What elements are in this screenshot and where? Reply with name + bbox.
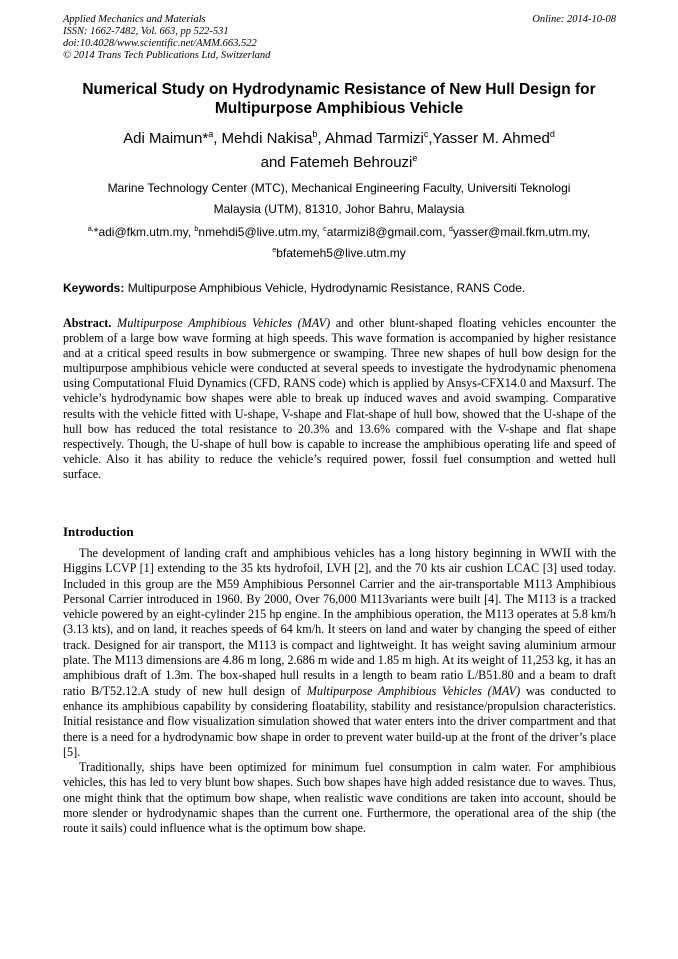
email-sup: d [448,224,453,233]
affiliation [40,178,638,220]
author-sup: c [423,129,429,139]
email-link[interactable]: atarmizi8@gmail.com, [326,225,449,239]
journal-name: Applied Mechanics and Materials [63,14,206,25]
affiliation-line-2: Malaysia (UTM), 81310, Johor Bahru, Malaysia [213,202,465,216]
email-link[interactable]: *adi@fkm.utm.my, [93,225,195,239]
keywords-text: Multipurpose Amphibious Vehicle, Hydrodynamic Resistance, RANS Code. [124,281,526,295]
copyright-line: © 2014 Trans Tech Publications Ltd, Switzerland [63,50,271,61]
author-sup: a [208,129,214,139]
affiliation-line-1: Marine Technology Center (MTC), Mechanical Engineering Faculty, Universiti Teknologi [107,181,571,195]
issn-line: ISSN: 1662-7482, Vol. 663, pp 522-531 [63,26,229,37]
author-name: Mehdi Nakisa [221,130,313,147]
abstract-italic-lead: Multipurpose Amphibious Vehicles (MAV) [117,316,331,330]
author-separator: , [213,130,222,147]
email-sup: e [272,245,277,254]
author-separator: , [317,130,325,147]
email-list [40,222,638,264]
author-name: Yasser M. Ahmed [432,130,550,147]
email-link[interactable]: yasser@mail.fkm.utm.my, [452,225,591,239]
email-sup: a, [87,224,94,233]
email-sup: c [323,224,327,233]
author-sup: e [412,153,418,163]
paragraph-italic: Multipurpose Amphibious Vehicles (MAV) [306,683,521,698]
author-sup: b [312,129,318,139]
abstract-label: Abstract. [63,316,112,330]
author-name: Adi Maimun* [123,130,209,147]
author-list [40,127,638,175]
paragraph [63,546,616,760]
journal-header [63,14,616,62]
author-line-1 [40,127,638,151]
paragraph-text: The development of landing craft and amphibious vehicles has a long history beginning in WWII with the Higgins LCVP [1] extending to the 35 kts hydrofoil, LVH [2], and the 70 kts air cushion LCAC [3] used today. Included in this group are the M59 Amphibious Personnel Carrier and the air-transportable M113 Amphibious Personal Carrier introduced in 1960. By 2000, Over 76,000 M113variants were built [4]. The M113 is a tracked vehicle powered by an eight-cylinder 215 hp engine. In the amphibious operation, the M113 operates at 5.8 km/h (3.13 kts), and on land, it reaches speeds of 64 km/h. It steers on land and water by changing the speed of either track. Designed for air transport, the M113 is compact and lightweight. It has weight saving aluminium armour plate. The M113 dimensions are 4.86 m long, 2.686 m wide and 1.85 m high. At its weight of 11,253 kg, it has an amphibious draft of 1.3m. The box-shaped hull results in a length to beam ratio L/B51.80 and a beam to draft ratio B/T52.12.A study of new hull design of [63,546,617,698]
abstract [63,316,616,482]
email-line-2 [40,243,638,264]
section-heading-introduction: Introduction [63,524,134,539]
email-line-1 [40,222,638,243]
email-link[interactable]: nmehdi5@live.utm.my, [198,225,324,239]
paragraph-text: was conducted to enhance its amphibious capability by considering floatability, stability and resistance/propulsion characteristics. Initial resistance and flow visualization simulation showed that water enters into the driver compartment and that there is a need for a hydrodynamic bow shape in order to prevent water build-up at the front of the driver’s place [5]. [63,683,616,759]
email-link[interactable]: bfatemeh5@live.utm.my [276,246,406,260]
author-line-2 [40,151,638,175]
keywords-label: Keywords: [63,281,125,295]
online-date: Online: 2014-10-08 [532,14,616,25]
author-separator: , [428,130,433,147]
paper-title: Numerical Study on Hydrodynamic Resistance of New Hull Design for Multipurpose Amphibious Vehicle [82,81,596,117]
introduction-body [63,546,616,837]
keywords [63,280,616,296]
email-sup: b [194,224,199,233]
author-sup: d [549,129,555,139]
author-name: and Fatemeh Behrouzi [260,154,413,171]
abstract-text: and other blunt-shaped floating vehicles encounter the problem of a large bow wave forming at high speeds. This wave formation is accompanied by higher resistance and at a critical speed results in bow submergence or swamping. Three new shapes of hull bow design for the multipurpose amphibious vehicle were conducted at several speeds to investigate the hydrodynamic phenomena using Computational Fluid Dynamics (CFD, RANS code) which is applied by Ansys-CFX14.0 and Maxsurf. The vehicle’s hydrodynamic bow shapes were able to break up induced waves and avoid swamping. Comparative results with the vehicle fitted with U-shape, V-shape and Flat-shape of hull bow, showed that the U-shape of the hull bow has reduced the total resistance to 20.3% and 13.6% compared with the V-shape and flat shape respectively. Though, the U-shape of hull bow is capable to increase the amphibious operating life and speed of vehicle. Also it has ability to reduce the vehicle’s required power, fossil fuel consumption and wetted hull surface. [63,316,616,481]
author-name: Ahmad Tarmizi [324,130,424,147]
doi-line: doi:10.4028/www.scientific.net/AMM.663.522 [63,38,257,49]
paragraph: Traditionally, ships have been optimized for minimum fuel consumption in calm water. For amphibious vehicles, this has led to very blunt bow shapes. Such bow shapes have high added resistance due to waves. Thus, one might think that the optimum bow shape, when realistic wave conditions are taken into account, should be more slender or hydrodynamic shapes than the current one. Furthermore, the operational area of the ship (the route it sails) could influence what is the optimum bow shape. [63,760,616,836]
